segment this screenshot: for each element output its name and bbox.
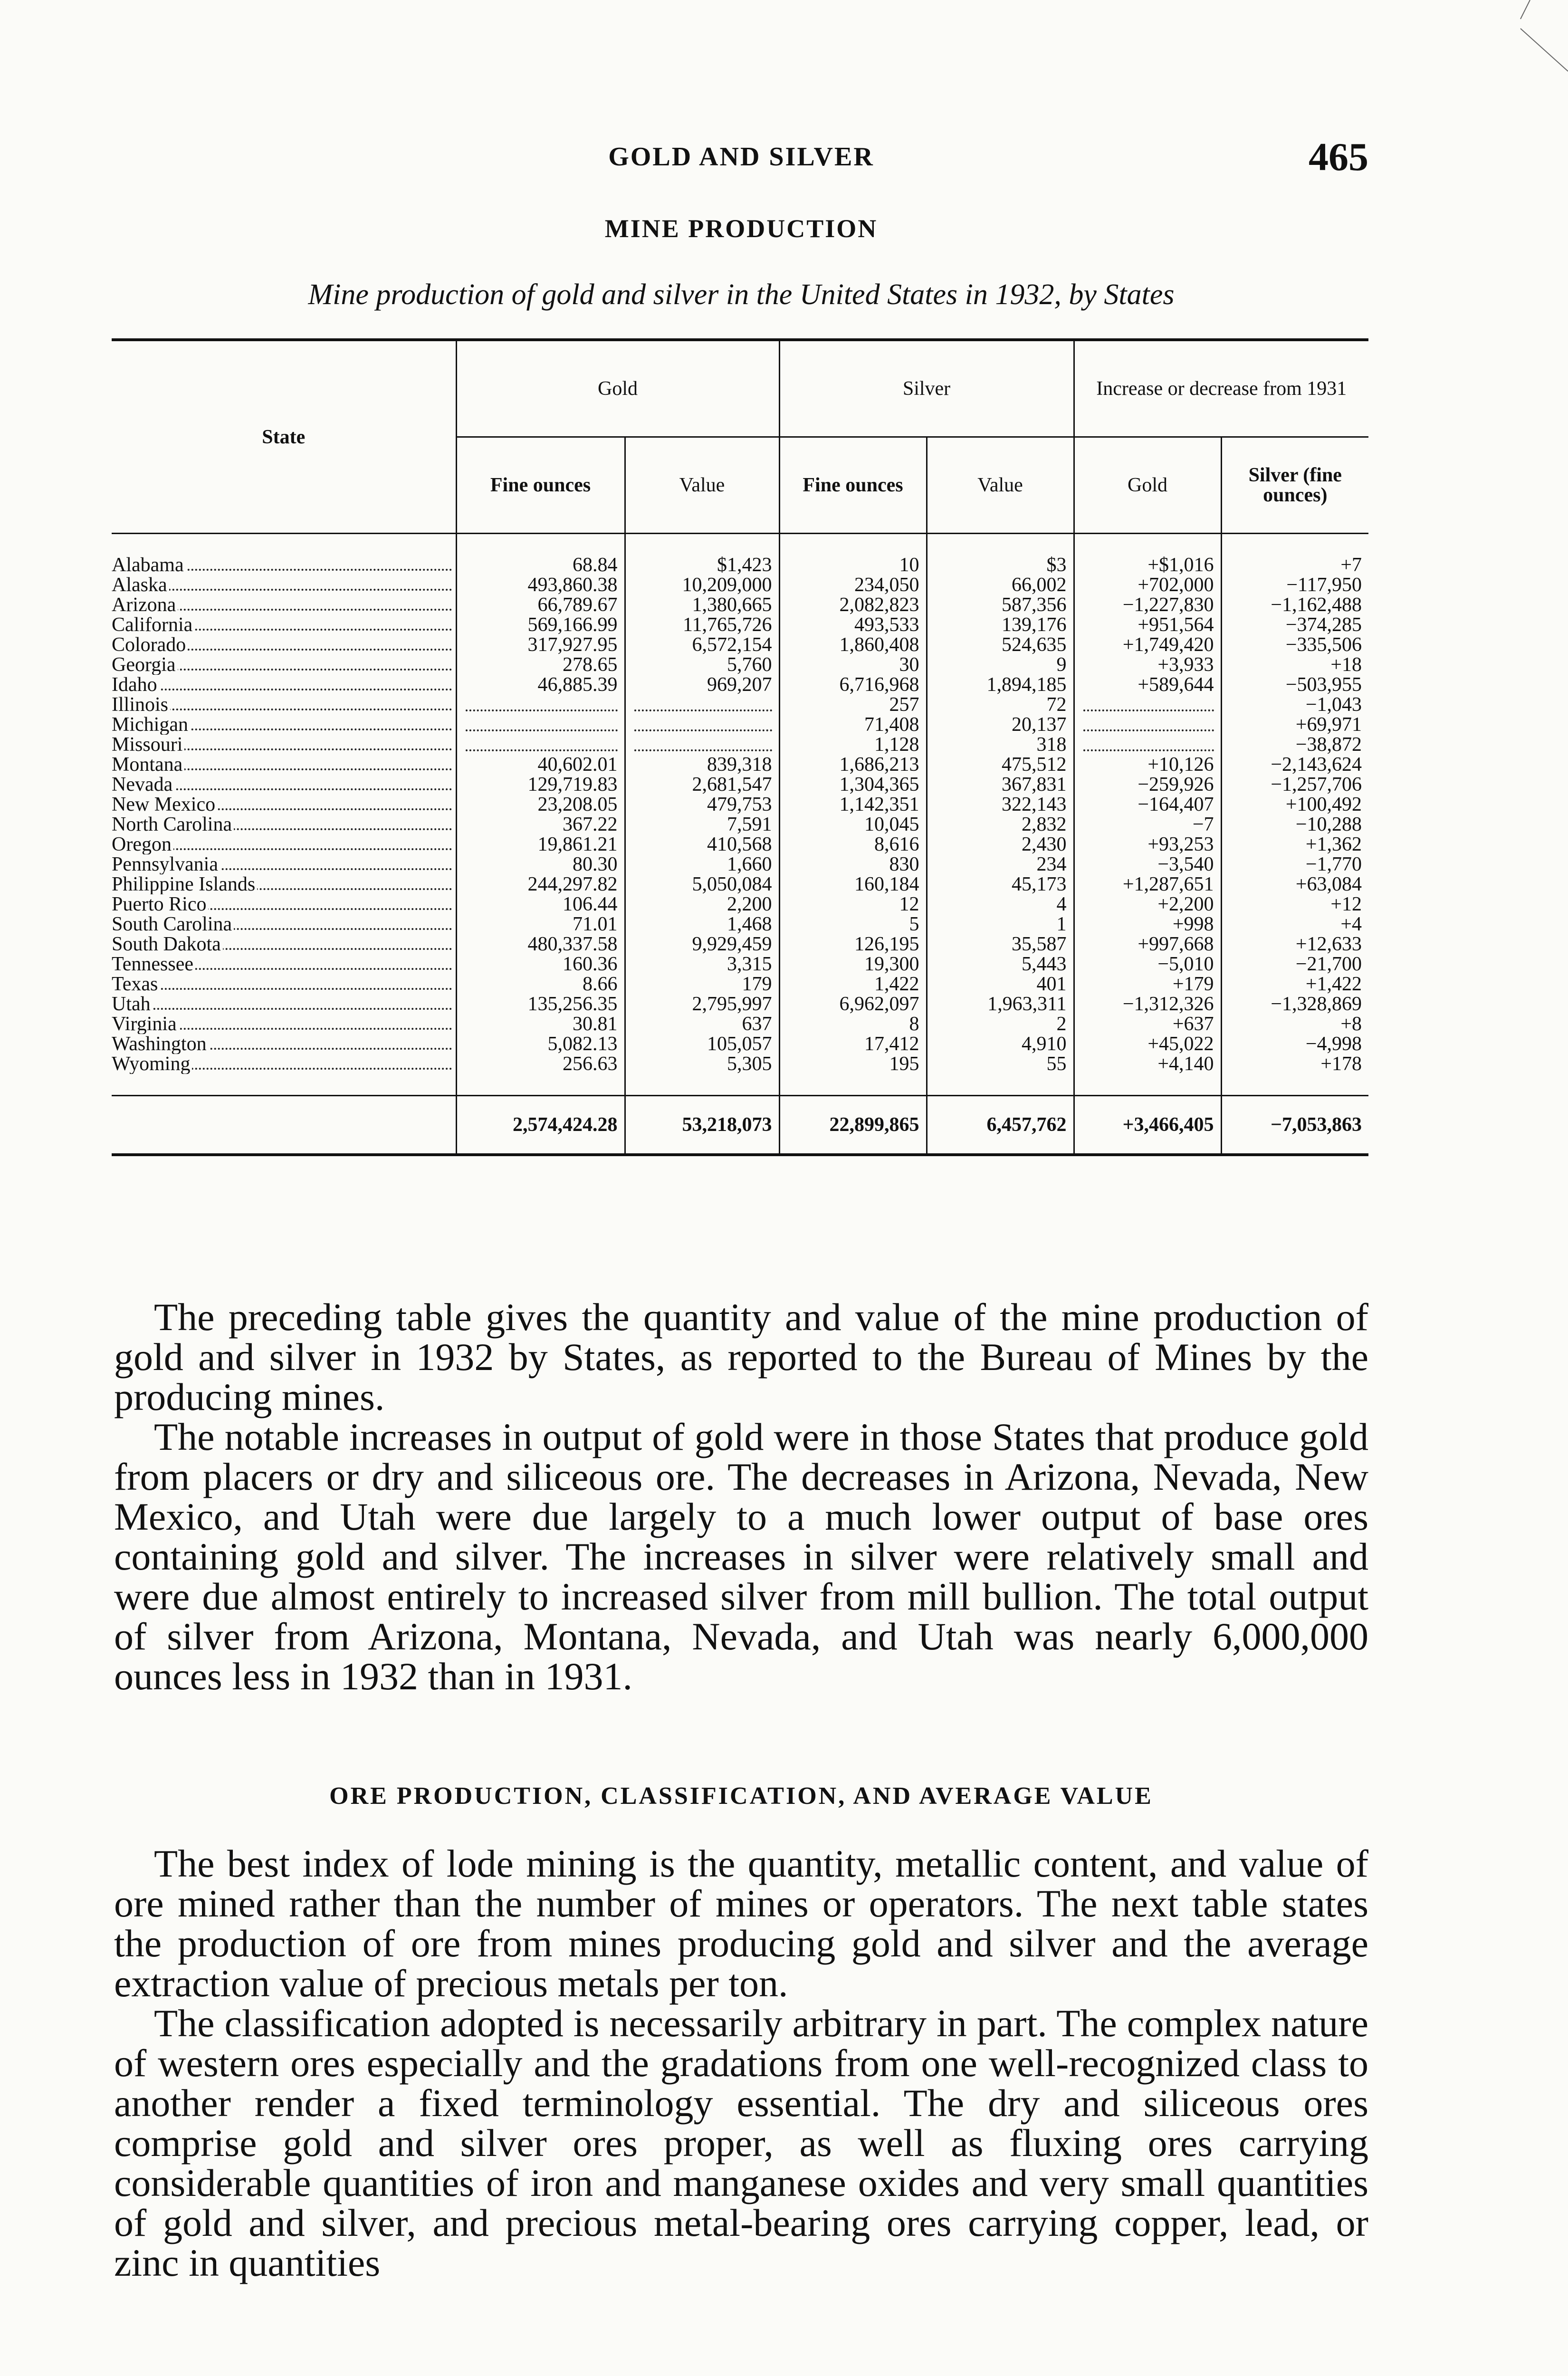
table-row xyxy=(112,655,1368,675)
silver-value-cell: 367,831 xyxy=(927,775,1074,795)
silver-oz-cell: 10 xyxy=(779,555,927,575)
running-header xyxy=(114,134,1368,177)
empty-dot-leader xyxy=(1083,695,1214,711)
state-name: Philippine Islands xyxy=(112,874,257,894)
gold-oz-cell: 129,719.83 xyxy=(456,775,625,795)
state-cell xyxy=(112,635,456,655)
change-silver-cell: +178 xyxy=(1320,1054,1362,1074)
gold-oz-cell: 569,166.99 xyxy=(456,615,625,635)
scan-edge-mark xyxy=(1501,0,1568,95)
dot-leader xyxy=(112,988,452,990)
section-subheading: ORE PRODUCTION, CLASSIFICATION, AND AVERAGE VALUE xyxy=(329,1782,1153,1810)
silver-value-header: Value xyxy=(927,437,1074,534)
gold-value-cell: 5,050,084 xyxy=(625,874,779,894)
silver-value-cell: 587,356 xyxy=(927,595,1074,615)
state-name: Puerto Rico xyxy=(112,894,208,914)
state-cell xyxy=(112,575,456,595)
change-silver-cell: −503,955 xyxy=(1285,675,1362,695)
gold-oz-cell xyxy=(456,735,625,755)
table-row xyxy=(112,954,1368,974)
table-row xyxy=(112,695,1368,715)
table-row xyxy=(112,1054,1368,1074)
silver-oz-cell: 6,716,968 xyxy=(779,675,927,695)
state-name: South Carolina xyxy=(112,914,234,934)
gold-oz-cell xyxy=(456,695,625,715)
total-silver-value: 6,457,762 xyxy=(927,1096,1074,1155)
silver-oz-cell: 6,962,097 xyxy=(779,994,927,1014)
table-row xyxy=(112,894,1368,914)
state-name: California xyxy=(112,615,194,635)
empty-dot-leader xyxy=(1083,735,1214,751)
silver-value-cell: 4 xyxy=(927,894,1074,914)
table-row xyxy=(112,814,1368,834)
table-row xyxy=(112,555,1368,575)
table-row xyxy=(112,854,1368,874)
silver-group-header: Silver xyxy=(779,340,1074,437)
table-row xyxy=(112,914,1368,934)
change-silver-header: Silver (fine ounces) xyxy=(1221,437,1368,534)
silver-oz-cell: 30 xyxy=(779,655,927,675)
empty-dot-leader xyxy=(466,735,618,751)
empty-dot-leader xyxy=(1083,715,1214,731)
state-cell xyxy=(112,615,456,635)
state-column-header: State xyxy=(112,340,456,534)
state-cell xyxy=(112,954,456,974)
state-cell xyxy=(112,755,456,775)
change-gold-cell: +637 xyxy=(1074,1014,1221,1034)
silver-value-cell: 318 xyxy=(927,735,1074,755)
gold-oz-cell: 106.44 xyxy=(456,894,625,914)
gold-value-cell: 637 xyxy=(625,1014,779,1034)
gold-oz-cell: 244,297.82 xyxy=(456,874,625,894)
paragraph: The classification adopted is necessarily arbitrary in part. The complex nature of western ores especially and the gradations from one well-recognized class to another render a fixed terminology essential. The dry and siliceous ores comprise gold and silver ores proper, as well as fluxing ores carrying considerable quantities of iron and manganese oxides and very small quantities of gold and silver, and precious metal-bearing ores carrying copper, lead, or zinc in quantities xyxy=(114,2002,1368,2284)
silver-value-cell: 234 xyxy=(927,854,1074,874)
silver-oz-cell: 19,300 xyxy=(779,954,927,974)
state-name: Montana xyxy=(112,755,184,775)
change-gold-cell: +$1,016 xyxy=(1074,555,1221,575)
change-gold-cell: +4,140 xyxy=(1074,1054,1221,1074)
silver-value-cell: 9 xyxy=(927,655,1074,675)
silver-oz-cell: 12 xyxy=(779,894,927,914)
change-gold-cell: +997,668 xyxy=(1074,934,1221,954)
gold-oz-cell: 256.63 xyxy=(456,1054,625,1074)
gold-oz-cell: 23,208.05 xyxy=(456,795,625,814)
silver-oz-cell: 17,412 xyxy=(779,1034,927,1054)
silver-value-cell: 322,143 xyxy=(927,795,1074,814)
change-gold-cell: +998 xyxy=(1074,914,1221,934)
change-silver-cell: −10,288 xyxy=(1295,814,1362,834)
state-cell xyxy=(112,795,456,814)
gold-oz-cell: 66,789.67 xyxy=(456,595,625,615)
gold-oz-cell: 135,256.35 xyxy=(456,994,625,1014)
change-gold-cell xyxy=(1074,695,1221,715)
change-silver-cell: −335,506 xyxy=(1285,635,1362,655)
state-cell xyxy=(112,595,456,615)
gold-value-cell: 5,760 xyxy=(625,655,779,675)
silver-oz-cell: 830 xyxy=(779,854,927,874)
page-number: 465 xyxy=(1309,135,1368,179)
change-silver-cell: +100,492 xyxy=(1285,795,1362,814)
silver-value-cell: 524,635 xyxy=(927,635,1074,655)
table-row xyxy=(112,795,1368,814)
state-name: North Carolina xyxy=(112,814,234,834)
gold-value-cell xyxy=(625,735,779,755)
gold-value-cell: $1,423 xyxy=(625,555,779,575)
empty-dot-leader xyxy=(466,695,618,711)
silver-value-cell: 55 xyxy=(927,1054,1074,1074)
gold-oz-cell: 68.84 xyxy=(456,555,625,575)
change-silver-cell: −21,700 xyxy=(1295,954,1362,974)
silver-value-cell: 20,137 xyxy=(927,715,1074,735)
state-cell xyxy=(112,735,456,755)
change-silver-cell: −1,770 xyxy=(1305,854,1362,874)
silver-oz-cell: 2,082,823 xyxy=(779,595,927,615)
gold-oz-cell: 40,602.01 xyxy=(456,755,625,775)
state-cell xyxy=(112,655,456,675)
change-gold-cell xyxy=(1074,735,1221,755)
dot-leader xyxy=(112,1008,452,1010)
change-silver-cell: −4,998 xyxy=(1305,1034,1362,1054)
change-gold-cell: −7 xyxy=(1074,814,1221,834)
change-gold-cell xyxy=(1074,715,1221,735)
change-silver-cell: −1,257,706 xyxy=(1271,775,1362,795)
table-row xyxy=(112,934,1368,954)
gold-value-cell: 9,929,459 xyxy=(625,934,779,954)
silver-value-cell: 139,176 xyxy=(927,615,1074,635)
change-silver-cell: +12,633 xyxy=(1295,934,1362,954)
gold-oz-cell xyxy=(456,715,625,735)
state-cell xyxy=(112,775,456,795)
silver-value-cell: 35,587 xyxy=(927,934,1074,954)
body-text-section-1 xyxy=(114,1297,1368,1696)
change-gold-header: Gold xyxy=(1074,437,1221,534)
gold-value-cell: 2,681,547 xyxy=(625,775,779,795)
change-silver-cell: +8 xyxy=(1340,1014,1362,1034)
silver-value-cell: 45,173 xyxy=(927,874,1074,894)
silver-value-cell: 2 xyxy=(927,1014,1074,1034)
change-silver-cell: +18 xyxy=(1330,655,1362,675)
silver-value-cell: 1,894,185 xyxy=(927,675,1074,695)
gold-fine-ounces-header: Fine ounces xyxy=(456,437,625,534)
table-row xyxy=(112,994,1368,1014)
gold-value-cell xyxy=(625,695,779,715)
table-caption: Mine production of gold and silver in the United States in 1932, by States xyxy=(308,278,1175,311)
table-row xyxy=(112,615,1368,635)
gold-value-cell: 7,591 xyxy=(625,814,779,834)
state-cell xyxy=(112,934,456,954)
gold-value-cell: 105,057 xyxy=(625,1034,779,1054)
gold-oz-cell: 493,860.38 xyxy=(456,575,625,595)
state-cell xyxy=(112,675,456,695)
total-gold-value: 53,218,073 xyxy=(625,1096,779,1155)
state-name: Georgia xyxy=(112,655,178,675)
empty-dot-leader xyxy=(634,695,772,711)
silver-oz-cell: 160,184 xyxy=(779,874,927,894)
change-gold-cell: −1,227,830 xyxy=(1074,595,1221,615)
gold-value-cell: 3,315 xyxy=(625,954,779,974)
change-gold-cell: +3,933 xyxy=(1074,655,1221,675)
gold-value-cell: 10,209,000 xyxy=(625,575,779,595)
table-row xyxy=(112,675,1368,695)
silver-oz-cell: 8,616 xyxy=(779,834,927,854)
change-silver-cell: +7 xyxy=(1340,555,1362,575)
state-cell xyxy=(112,854,456,874)
gold-value-cell: 179 xyxy=(625,974,779,994)
total-gold-oz: 2,574,424.28 xyxy=(456,1096,625,1155)
table-row xyxy=(112,595,1368,615)
change-silver-cell: +63,084 xyxy=(1295,874,1362,894)
state-cell xyxy=(112,715,456,735)
silver-value-cell: 401 xyxy=(927,974,1074,994)
silver-oz-cell: 1,860,408 xyxy=(779,635,927,655)
gold-oz-cell: 160.36 xyxy=(456,954,625,974)
change-gold-cell: +589,644 xyxy=(1074,675,1221,695)
gold-value-cell: 969,207 xyxy=(625,675,779,695)
change-silver-cell: −1,328,869 xyxy=(1271,994,1362,1014)
change-gold-cell: +951,564 xyxy=(1074,615,1221,635)
change-silver-cell: +1,362 xyxy=(1305,834,1362,854)
silver-value-cell: 72 xyxy=(927,695,1074,715)
gold-value-cell: 6,572,154 xyxy=(625,635,779,655)
gold-oz-cell: 5,082.13 xyxy=(456,1034,625,1054)
state-name: Texas xyxy=(112,974,160,994)
change-group-header: Increase or decrease from 1931 xyxy=(1074,340,1368,437)
silver-value-cell: 1,963,311 xyxy=(927,994,1074,1014)
silver-oz-cell: 234,050 xyxy=(779,575,927,595)
state-name: Missouri xyxy=(112,735,184,755)
gold-value-cell: 5,305 xyxy=(625,1054,779,1074)
state-name: Idaho xyxy=(112,675,159,695)
silver-oz-cell: 8 xyxy=(779,1014,927,1034)
change-gold-cell: −164,407 xyxy=(1074,795,1221,814)
gold-value-cell: 479,753 xyxy=(625,795,779,814)
state-name: New Mexico xyxy=(112,795,217,814)
silver-value-cell: 66,002 xyxy=(927,575,1074,595)
change-silver-cell: −374,285 xyxy=(1285,615,1362,635)
state-name: Wyoming xyxy=(112,1054,192,1074)
section-title: MINE PRODUCTION xyxy=(604,214,878,243)
table-row xyxy=(112,1014,1368,1034)
empty-dot-leader xyxy=(634,735,772,751)
state-name: Alaska xyxy=(112,575,169,595)
table-body xyxy=(112,534,1368,1096)
state-cell xyxy=(112,1034,456,1054)
table-row xyxy=(112,755,1368,775)
total-silver-oz: 22,899,865 xyxy=(779,1096,927,1155)
change-silver-cell: −1,043 xyxy=(1305,695,1362,715)
state-name: Illinois xyxy=(112,695,170,715)
silver-oz-cell: 1,142,351 xyxy=(779,795,927,814)
table-row xyxy=(112,575,1368,595)
state-cell xyxy=(112,974,456,994)
change-silver-cell: +69,971 xyxy=(1295,715,1362,735)
gold-value-cell: 2,795,997 xyxy=(625,994,779,1014)
change-silver-cell: +12 xyxy=(1330,894,1362,914)
running-title: GOLD AND SILVER xyxy=(608,142,874,172)
change-gold-cell: −5,010 xyxy=(1074,954,1221,974)
state-name: Utah xyxy=(112,994,153,1014)
gold-oz-cell: 46,885.39 xyxy=(456,675,625,695)
silver-oz-cell: 10,045 xyxy=(779,814,927,834)
gold-oz-cell: 367.22 xyxy=(456,814,625,834)
table-row xyxy=(112,715,1368,735)
silver-oz-cell: 1,422 xyxy=(779,974,927,994)
silver-oz-cell: 195 xyxy=(779,1054,927,1074)
gold-value-cell: 11,765,726 xyxy=(625,615,779,635)
gold-oz-cell: 80.30 xyxy=(456,854,625,874)
change-gold-cell: +2,200 xyxy=(1074,894,1221,914)
change-silver-cell: −1,162,488 xyxy=(1271,595,1362,615)
state-cell xyxy=(112,1054,456,1074)
state-cell xyxy=(112,555,456,575)
change-gold-cell: +1,749,420 xyxy=(1074,635,1221,655)
paragraph: The notable increases in output of gold were in those States that produce gold from placers or dry and siliceous ore. The decreases in Arizona, Nevada, New Mexico, and Utah were due largely to a much lower output of base ores containing gold and silver. The increases in silver were relatively small and were due almost entirely to increased silver from mill bullion. The total output of silver from Arizona, Montana, Nevada, and Utah was nearly 6,000,000 ounces less in 1932 than in 1931. xyxy=(114,1415,1368,1698)
silver-oz-cell: 1,128 xyxy=(779,735,927,755)
silver-value-cell: 1 xyxy=(927,914,1074,934)
change-silver-cell: −117,950 xyxy=(1286,575,1362,595)
gold-value-cell: 1,660 xyxy=(625,854,779,874)
silver-value-cell: 475,512 xyxy=(927,755,1074,775)
state-name: Virginia xyxy=(112,1014,179,1034)
gold-oz-cell: 8.66 xyxy=(456,974,625,994)
state-name: South Dakota xyxy=(112,934,223,954)
state-cell xyxy=(112,914,456,934)
gold-oz-cell: 19,861.21 xyxy=(456,834,625,854)
change-silver-cell: −2,143,624 xyxy=(1271,755,1362,775)
change-silver-cell: −38,872 xyxy=(1295,735,1362,755)
state-name: Tennessee xyxy=(112,954,195,974)
silver-oz-cell: 71,408 xyxy=(779,715,927,735)
gold-oz-cell: 71.01 xyxy=(456,914,625,934)
table-row xyxy=(112,1034,1368,1054)
silver-oz-cell: 126,195 xyxy=(779,934,927,954)
state-name: Michigan xyxy=(112,715,190,735)
table-row xyxy=(112,775,1368,795)
silver-value-cell: 2,832 xyxy=(927,814,1074,834)
table-row xyxy=(112,974,1368,994)
gold-value-cell xyxy=(625,715,779,735)
change-gold-cell: +702,000 xyxy=(1074,575,1221,595)
gold-oz-cell: 30.81 xyxy=(456,1014,625,1034)
total-change-gold: +3,466,405 xyxy=(1074,1096,1221,1155)
table-row xyxy=(112,735,1368,755)
gold-oz-cell: 480,337.58 xyxy=(456,934,625,954)
table-row xyxy=(112,635,1368,655)
state-cell xyxy=(112,834,456,854)
silver-value-cell: 2,430 xyxy=(927,834,1074,854)
change-gold-cell: +179 xyxy=(1074,974,1221,994)
gold-oz-cell: 278.65 xyxy=(456,655,625,675)
change-silver-cell: +1,422 xyxy=(1305,974,1362,994)
gold-value-cell: 839,318 xyxy=(625,755,779,775)
state-cell xyxy=(112,874,456,894)
state-name: Oregon xyxy=(112,834,173,854)
table-spacer-row xyxy=(112,1074,1368,1096)
state-name: Colorado xyxy=(112,635,188,655)
silver-fine-ounces-header: Fine ounces xyxy=(779,437,927,534)
state-name: Pennsylvania xyxy=(112,854,220,874)
silver-oz-cell: 1,686,213 xyxy=(779,755,927,775)
state-cell xyxy=(112,814,456,834)
state-cell xyxy=(112,695,456,715)
dot-leader xyxy=(112,689,452,690)
state-name: Alabama xyxy=(112,555,186,575)
production-table xyxy=(112,338,1368,1156)
empty-dot-leader xyxy=(634,715,772,731)
total-change-silver: −7,053,863 xyxy=(1221,1096,1368,1155)
state-cell xyxy=(112,1014,456,1034)
gold-oz-cell: 317,927.95 xyxy=(456,635,625,655)
gold-value-cell: 410,568 xyxy=(625,834,779,854)
gold-value-cell: 1,468 xyxy=(625,914,779,934)
table-spacer-row xyxy=(112,534,1368,556)
table-row xyxy=(112,874,1368,894)
change-gold-cell: +93,253 xyxy=(1074,834,1221,854)
gold-value-cell: 1,380,665 xyxy=(625,595,779,615)
change-gold-cell: +10,126 xyxy=(1074,755,1221,775)
state-cell xyxy=(112,994,456,1014)
change-gold-cell: +45,022 xyxy=(1074,1034,1221,1054)
total-label-cell xyxy=(112,1096,456,1155)
table-row xyxy=(112,834,1368,854)
change-gold-cell: −3,540 xyxy=(1074,854,1221,874)
gold-value-header: Value xyxy=(625,437,779,534)
gold-group-header: Gold xyxy=(456,340,779,437)
silver-oz-cell: 1,304,365 xyxy=(779,775,927,795)
silver-oz-cell: 493,533 xyxy=(779,615,927,635)
silver-value-cell: 4,910 xyxy=(927,1034,1074,1054)
silver-value-cell: $3 xyxy=(927,555,1074,575)
paragraph: The best index of lode mining is the quantity, metallic content, and value of ore mined rather than the number of mines or operators. The next table states the production of ore from mines producing gold and silver and the average extraction value of precious metals per ton. xyxy=(114,1842,1368,2005)
state-cell xyxy=(112,894,456,914)
paragraph: The preceding table gives the quantity and value of the mine production of gold and silver in 1932 by States, as reported to the Bureau of Mines by the producing mines. xyxy=(114,1295,1368,1418)
change-gold-cell: −1,312,326 xyxy=(1074,994,1221,1014)
state-name: Nevada xyxy=(112,775,174,795)
silver-value-cell: 5,443 xyxy=(927,954,1074,974)
empty-dot-leader xyxy=(466,715,618,731)
state-name: Washington xyxy=(112,1034,209,1054)
change-silver-cell: +4 xyxy=(1340,914,1362,934)
state-name: Arizona xyxy=(112,595,178,615)
change-gold-cell: −259,926 xyxy=(1074,775,1221,795)
gold-value-cell: 2,200 xyxy=(625,894,779,914)
silver-oz-cell: 5 xyxy=(779,914,927,934)
body-text-section-2 xyxy=(114,1844,1368,2283)
silver-oz-cell: 257 xyxy=(779,695,927,715)
table-total-row xyxy=(112,1096,1368,1155)
change-gold-cell: +1,287,651 xyxy=(1074,874,1221,894)
